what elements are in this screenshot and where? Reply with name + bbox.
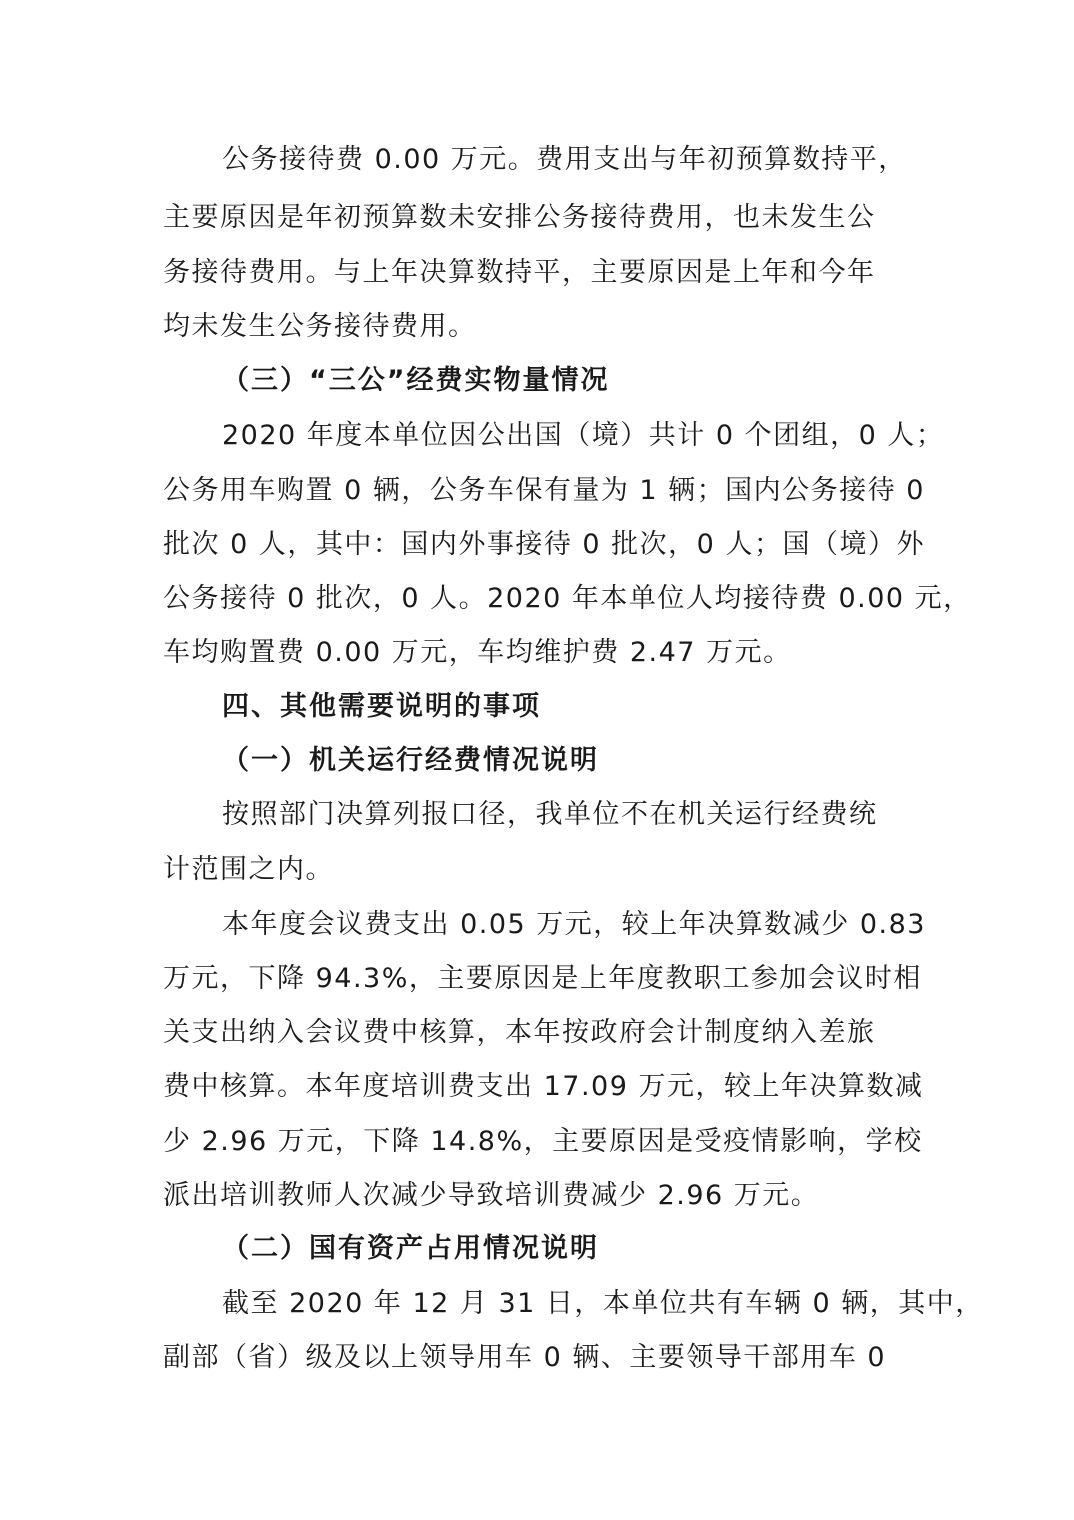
section-heading: （三）“三公”经费实物量情况 — [222, 365, 610, 396]
paragraph-line: 万元，下降 94.3%，主要原因是上年度教职工参加会议时相 — [163, 963, 922, 994]
paragraph-line: 车均购置费 0.00 万元，车均维护费 2.47 万元。 — [163, 637, 792, 668]
paragraph-line: 务接待费用。与上年决算数持平，主要原因是上年和今年 — [163, 257, 876, 288]
paragraph-line: 费中核算。本年度培训费支出 17.09 万元，较上年决算数减 — [163, 1071, 924, 1102]
paragraph-line: 关支出纳入会议费中核算，本年按政府会计制度纳入差旅 — [163, 1017, 876, 1048]
paragraph-line: 主要原因是年初预算数未安排公务接待费用，也未发生公 — [163, 202, 876, 233]
paragraph-line: 公务接待 0 批次，0 人。2020 年本单位人均接待费 0.00 元， — [163, 583, 972, 614]
section-heading: （一）机关运行经费情况说明 — [222, 745, 599, 776]
paragraph-line: 副部（省）级及以上领导用车 0 辆、主要领导干部用车 0 — [163, 1342, 887, 1373]
paragraph-line: 本年度会议费支出 0.05 万元，较上年决算数减少 0.83 — [222, 909, 926, 940]
paragraph-line: 按照部门决算列报口径，我单位不在机关运行经费统 — [222, 799, 878, 830]
paragraph-line: 计范围之内。 — [163, 854, 334, 885]
section-heading: 四、其他需要说明的事项 — [222, 691, 541, 722]
paragraph-line: 批次 0 人，其中：国内外事接待 0 批次，0 人；国（境）外 — [163, 529, 925, 560]
paragraph-line: 截至 2020 年 12 月 31 日，本单位共有车辆 0 辆，其中， — [222, 1288, 984, 1319]
paragraph-line: 少 2.96 万元，下降 14.8%，主要原因是受疫情影响，学校 — [163, 1126, 923, 1157]
paragraph-line: 派出培训教师人次减少导致培训费减少 2.96 万元。 — [163, 1180, 820, 1211]
paragraph-line: 均未发生公务接待费用。 — [163, 311, 477, 342]
paragraph-line: 公务接待费 0.00 万元。费用支出与年初预算数持平， — [222, 144, 907, 175]
paragraph-line: 2020 年度本单位因公出国（境）共计 0 个团组，0 人； — [222, 420, 945, 451]
section-heading: （二）国有资产占用情况说明 — [222, 1233, 599, 1264]
paragraph-line: 公务用车购置 0 辆，公务车保有量为 1 辆；国内公务接待 0 — [163, 475, 925, 506]
